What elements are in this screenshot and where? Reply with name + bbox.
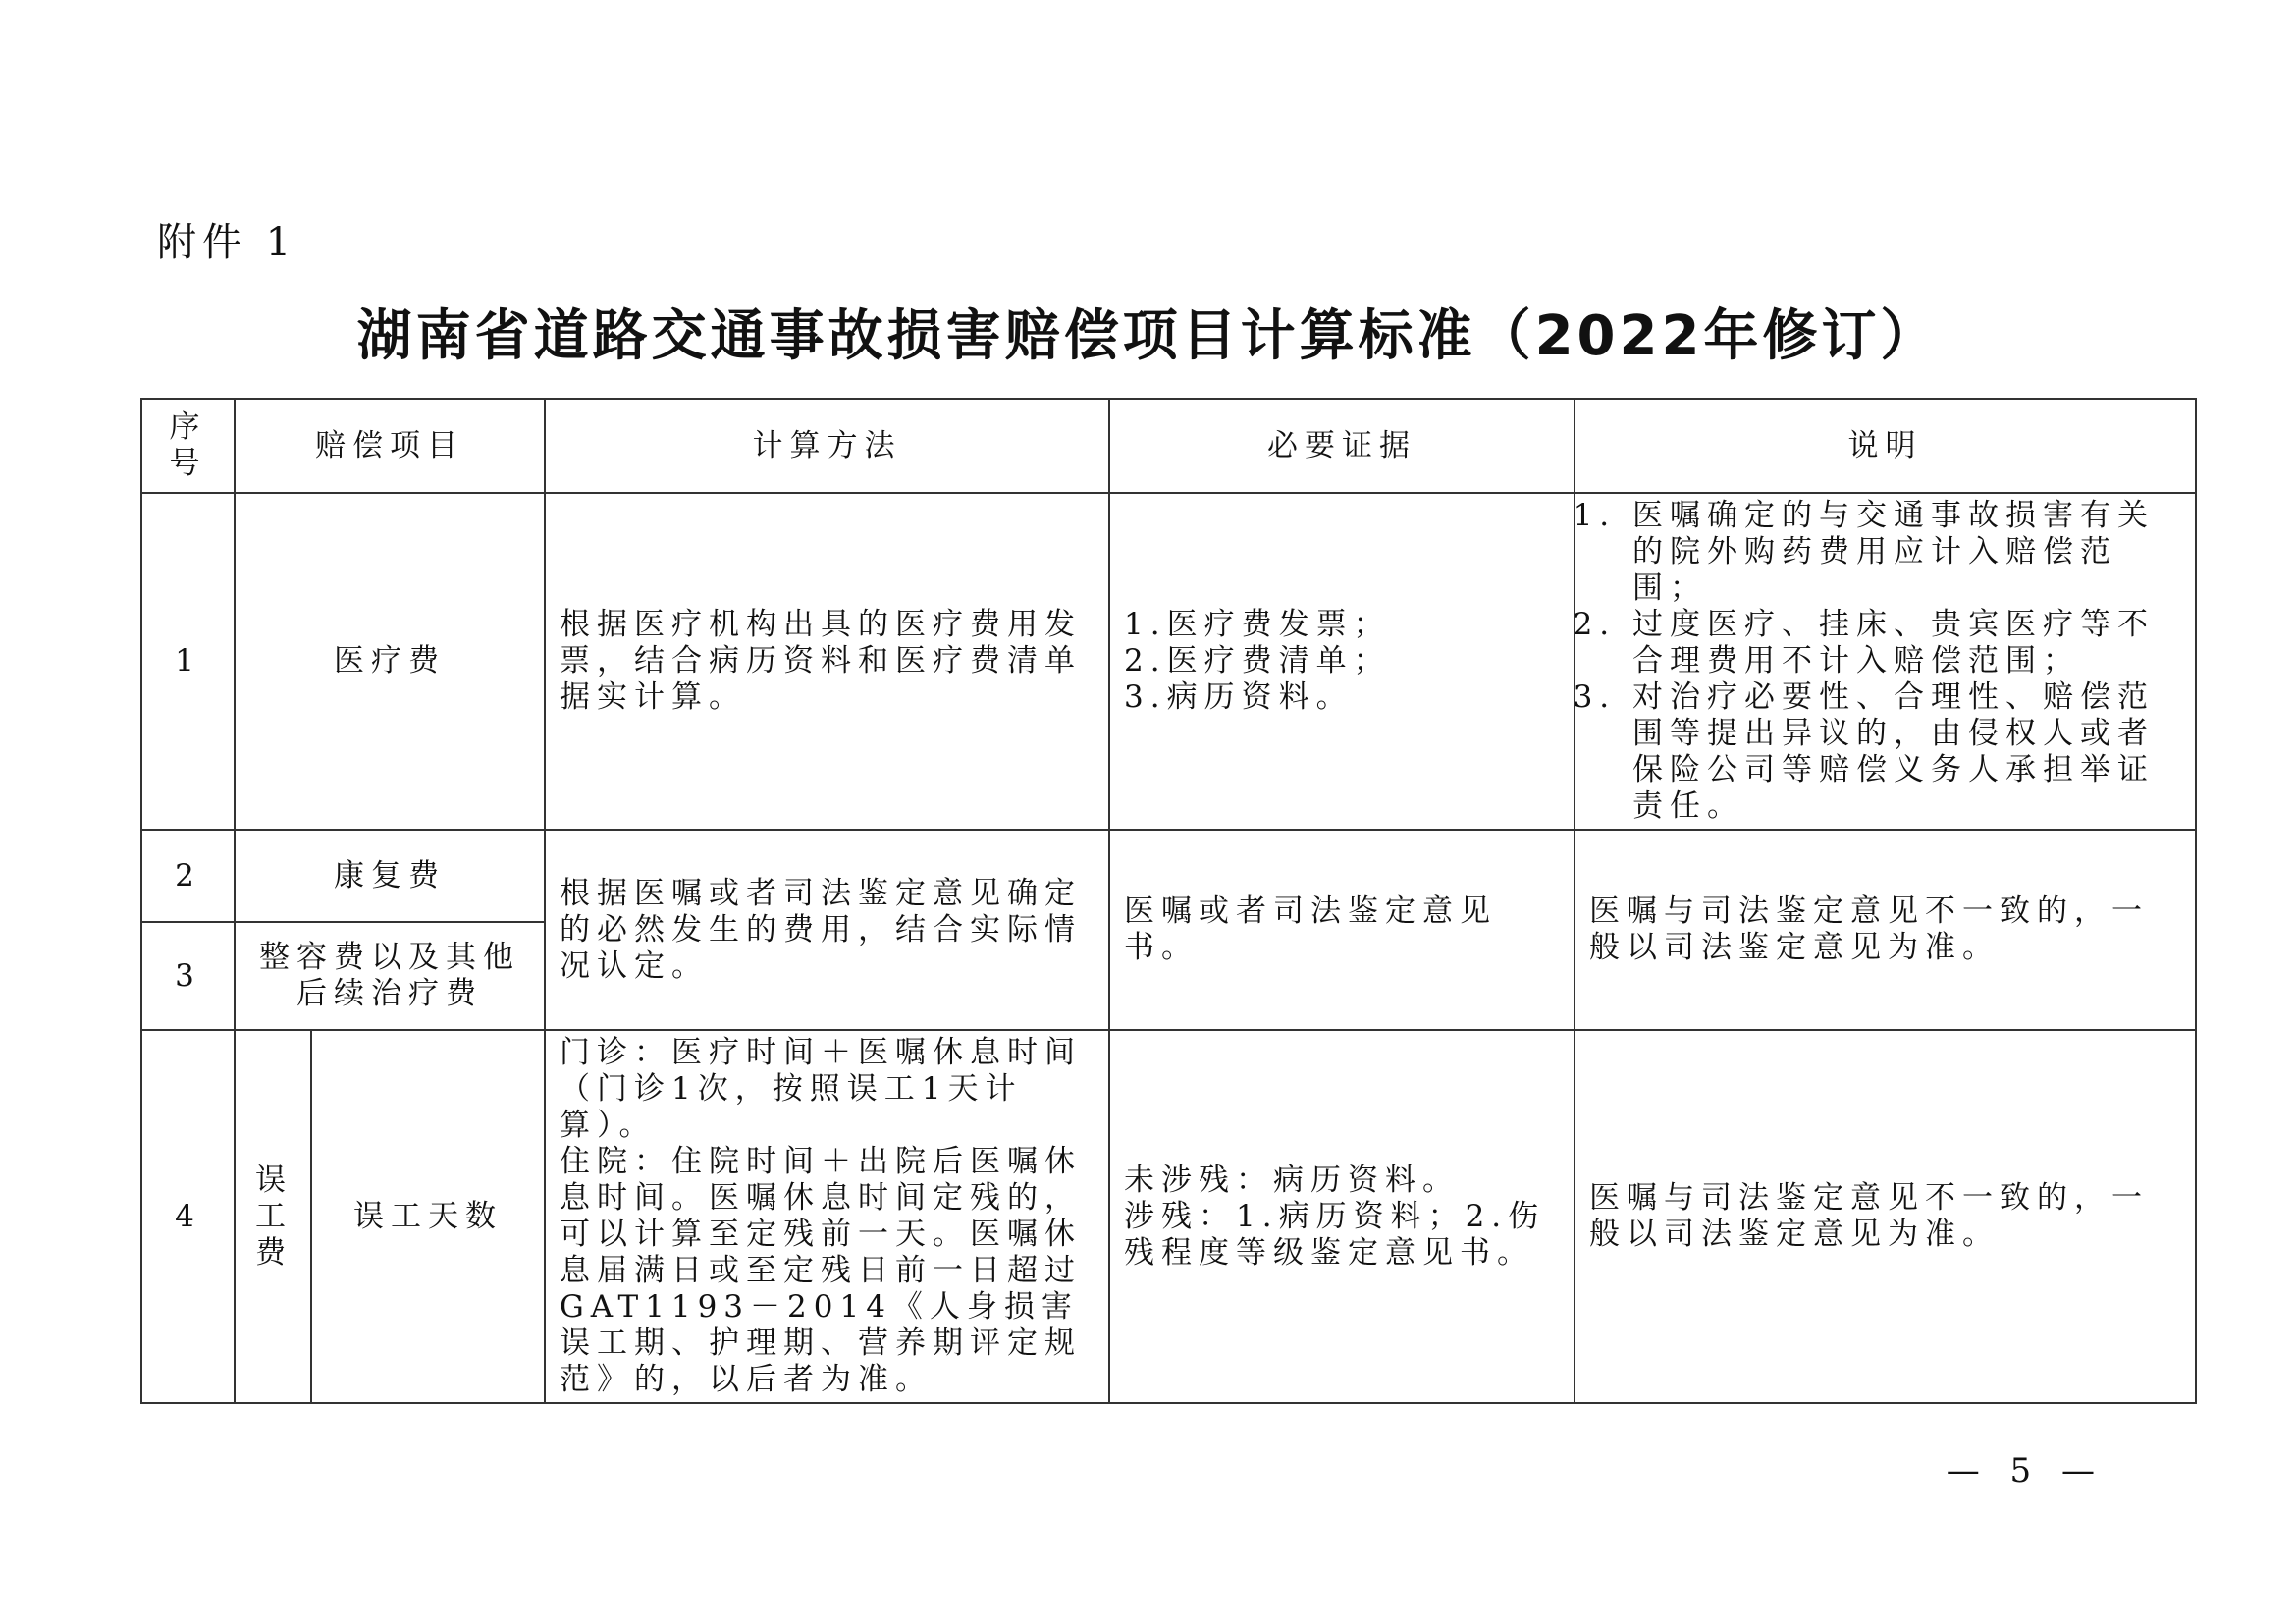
note-item: 3. 对治疗必要性、合理性、赔偿范围等提出异议的，由侵权人或者保险公司等赔偿义务人承担举证责任。 (1632, 679, 2181, 825)
page-number: — 5 — (1946, 1451, 2105, 1490)
compensation-table (140, 398, 2197, 1404)
evidence-line: 1.医疗费发票； (1124, 607, 1391, 642)
row-evidence (1109, 493, 1575, 830)
row-item: 误工天数 (311, 1030, 545, 1403)
row-method: 根据医疗机构出具的医疗费用发票，结合病历资料和医疗费清单据实计算。 (545, 493, 1109, 830)
row-no: 3 (141, 922, 235, 1030)
row-evidence: 医嘱或者司法鉴定意见书。 (1109, 830, 1575, 1030)
row-no: 1 (141, 493, 235, 830)
row-method: 根据医嘱或者司法鉴定意见确定的必然发生的费用，结合实际情况认定。 (545, 830, 1109, 1030)
method-line: 住院：住院时间＋出院后医嘱休息时间。医嘱休息时间定残的，可以计算至定残前一天。医嘱休息届满日或至定残日前一日超过GAT1193－2014《人身损害误工期、护理期、营养期评定规范》的，以后者为准。 (560, 1144, 1082, 1397)
evidence-line: 2.医疗费清单； (1124, 643, 1391, 678)
table-row (141, 493, 2196, 830)
header-method: 计算方法 (545, 399, 1109, 493)
evidence-line: 涉残：1.病历资料；2.伤残程度等级鉴定意见书。 (1124, 1198, 1546, 1271)
attachment-label: 附件 1 (157, 220, 297, 265)
row-item: 整容费以及其他后续治疗费 (235, 922, 545, 1030)
method-line: 门诊：医疗时间＋医嘱休息时间（门诊1次，按照误工1天计算）。 (560, 1035, 1082, 1143)
table-header-row (141, 399, 2196, 493)
table-row (141, 1030, 2196, 1403)
evidence-line: 3.病历资料。 (1124, 679, 1354, 715)
row-method (545, 1030, 1109, 1403)
header-no: 序号 (141, 399, 235, 493)
row-group: 误工费 (235, 1030, 311, 1403)
evidence-line: 未涉残：病历资料。 (1124, 1162, 1460, 1198)
header-evidence: 必要证据 (1109, 399, 1575, 493)
row-item: 医疗费 (235, 493, 545, 830)
row-item: 康复费 (235, 830, 545, 922)
document-title: 湖南省道路交通事故损害赔偿项目计算标准（2022年修订） (356, 304, 1940, 368)
row-notes: 医嘱与司法鉴定意见不一致的，一般以司法鉴定意见为准。 (1575, 1030, 2196, 1403)
row-notes (1575, 493, 2196, 830)
row-notes: 医嘱与司法鉴定意见不一致的，一般以司法鉴定意见为准。 (1575, 830, 2196, 1030)
note-item: 1. 医嘱确定的与交通事故损害有关的院外购药费用应计入赔偿范围； (1632, 498, 2181, 607)
row-evidence (1109, 1030, 1575, 1403)
header-notes: 说明 (1575, 399, 2196, 493)
header-item: 赔偿项目 (235, 399, 545, 493)
row-no: 4 (141, 1030, 235, 1403)
note-item: 2. 过度医疗、挂床、贵宾医疗等不合理费用不计入赔偿范围； (1632, 607, 2181, 679)
table-row (141, 830, 2196, 922)
row-no: 2 (141, 830, 235, 922)
notes-list (1589, 498, 2181, 825)
